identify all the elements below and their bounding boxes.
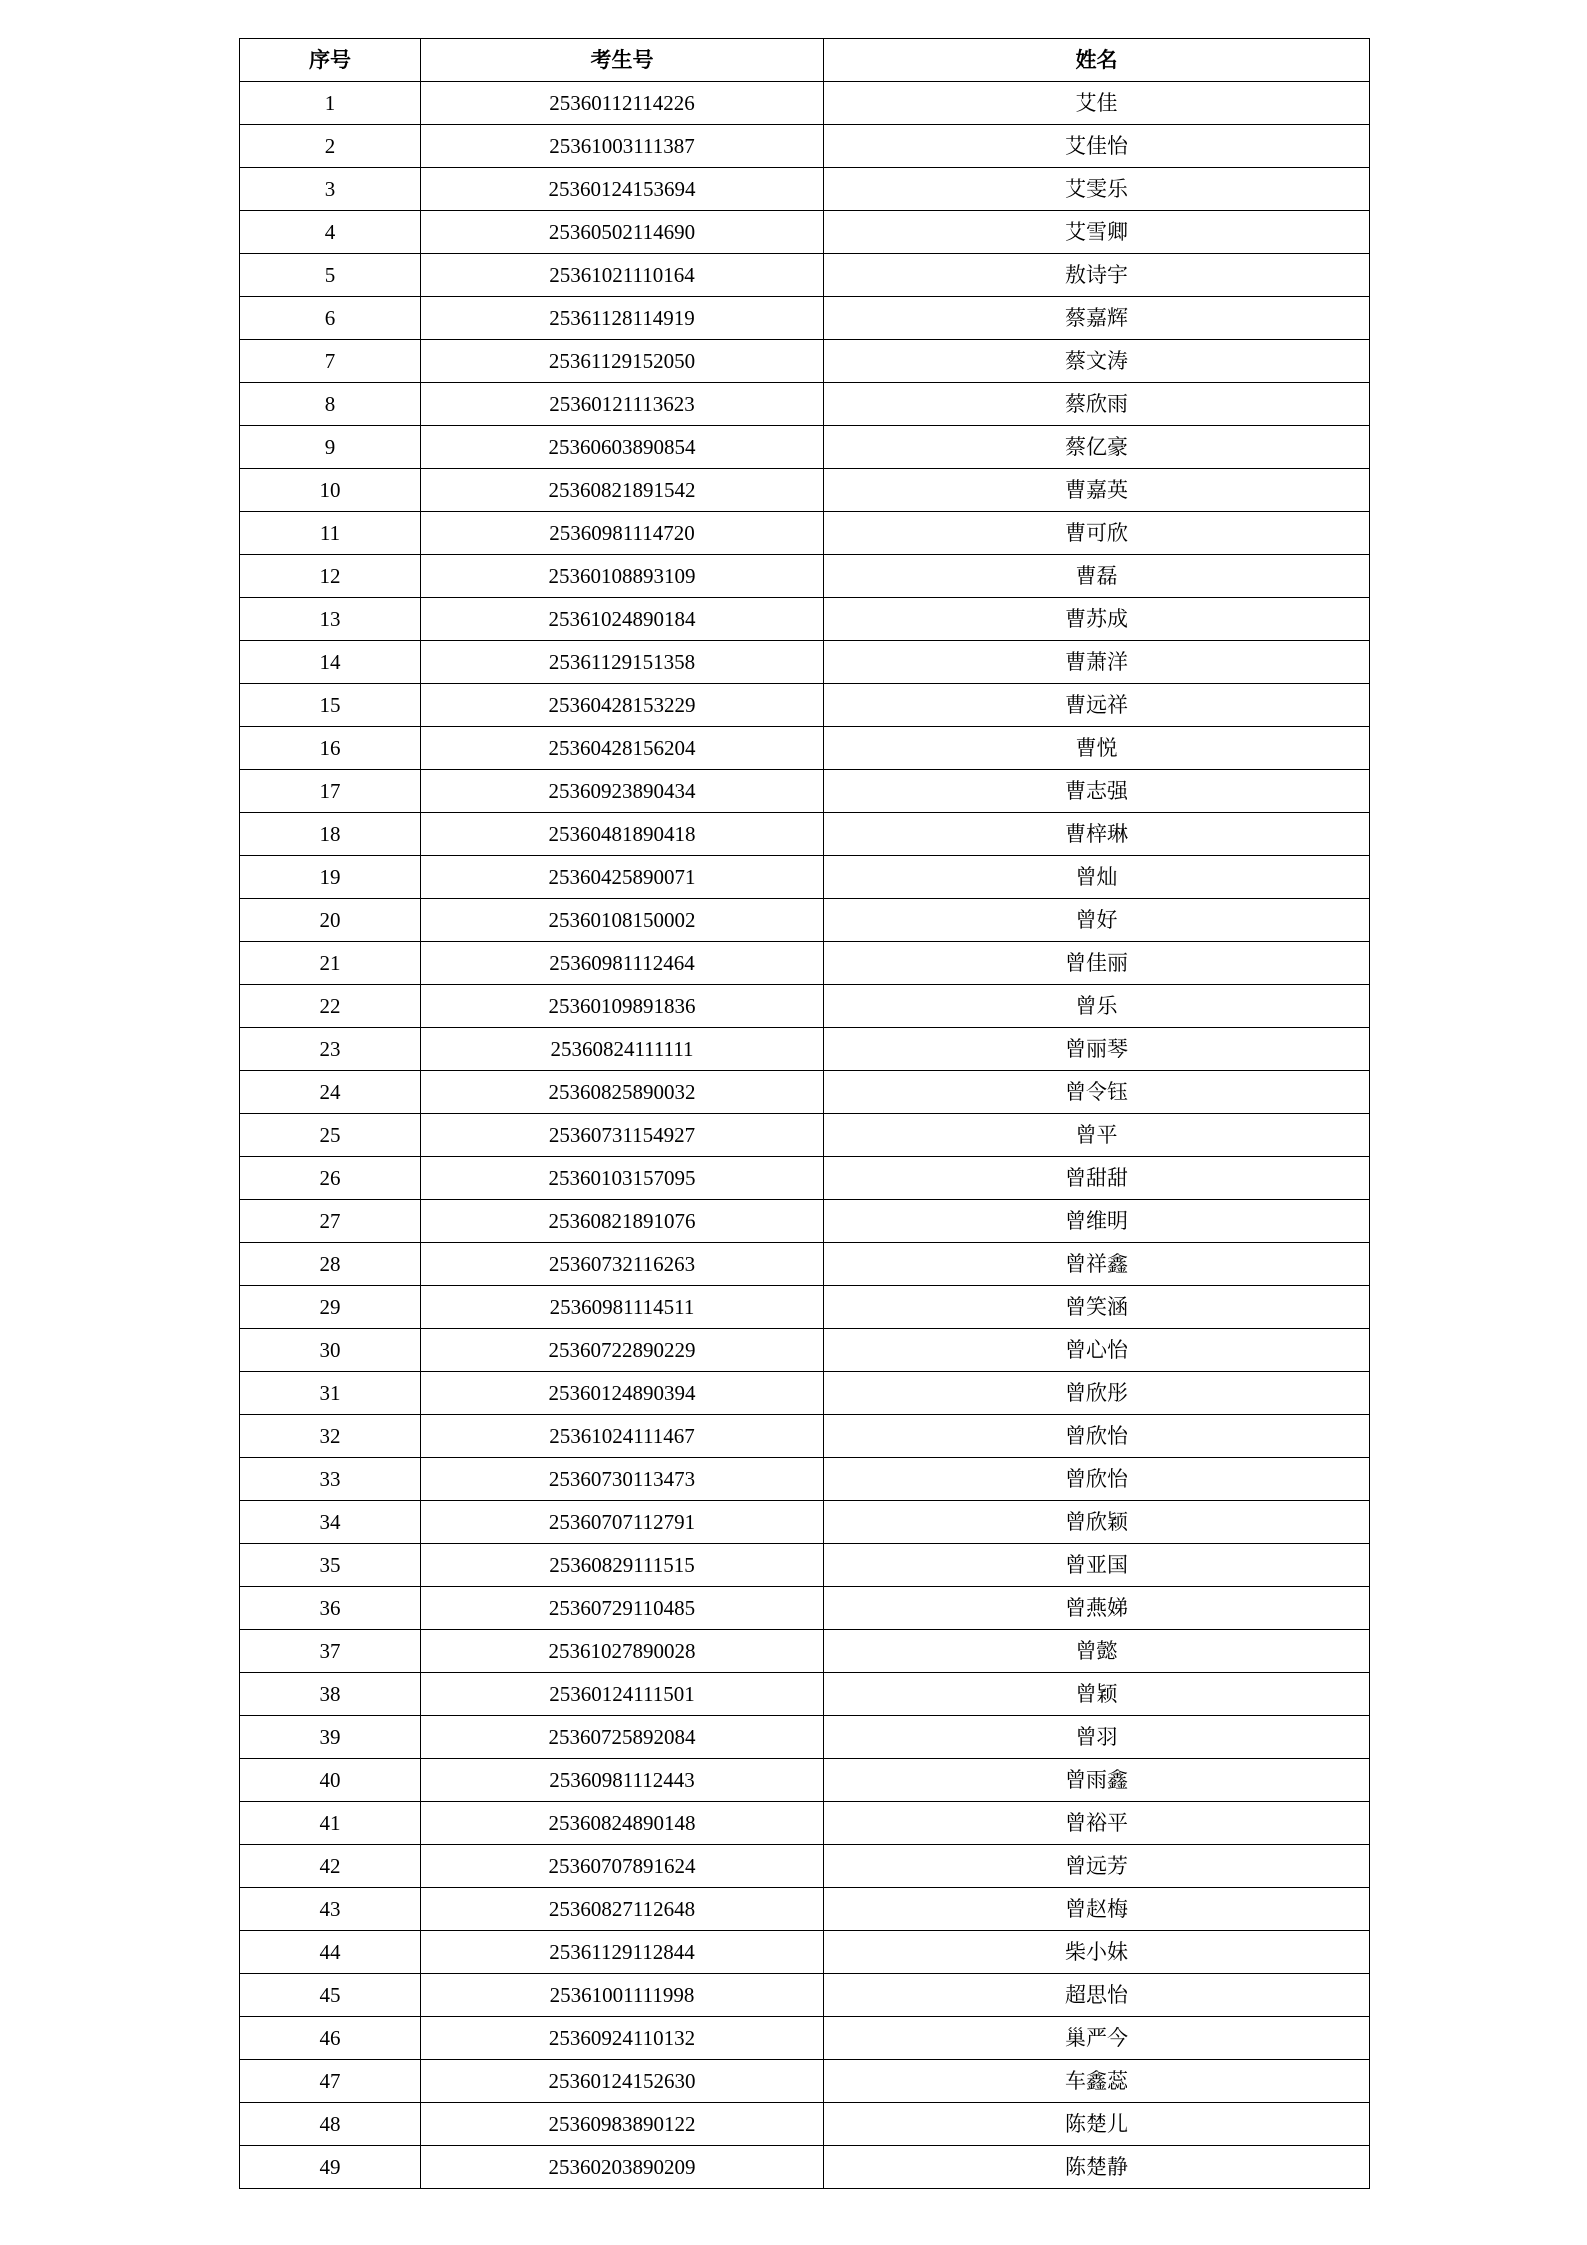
cell-index: 36 (240, 1587, 421, 1630)
cell-exam-id: 25360923890434 (421, 770, 824, 813)
cell-index: 19 (240, 856, 421, 899)
cell-index: 5 (240, 254, 421, 297)
table-row (240, 469, 1370, 512)
candidate-table (239, 38, 1370, 2189)
cell-name: 曾燕娣 (824, 1587, 1370, 1630)
cell-index: 43 (240, 1888, 421, 1931)
cell-name: 曹萧洋 (824, 641, 1370, 684)
cell-exam-id: 25360124153694 (421, 168, 824, 211)
cell-name: 蔡嘉辉 (824, 297, 1370, 340)
cell-exam-id: 25360731154927 (421, 1114, 824, 1157)
table-row (240, 1544, 1370, 1587)
table-row (240, 1587, 1370, 1630)
cell-exam-id: 25360425890071 (421, 856, 824, 899)
cell-index: 1 (240, 82, 421, 125)
table-row (240, 1157, 1370, 1200)
table-row (240, 2060, 1370, 2103)
cell-exam-id: 25360112114226 (421, 82, 824, 125)
cell-index: 30 (240, 1329, 421, 1372)
cell-exam-id: 25361027890028 (421, 1630, 824, 1673)
cell-exam-id: 25360981114720 (421, 512, 824, 555)
table-row (240, 1716, 1370, 1759)
cell-name: 曹可欣 (824, 512, 1370, 555)
cell-index: 6 (240, 297, 421, 340)
cell-index: 35 (240, 1544, 421, 1587)
table-row (240, 1888, 1370, 1931)
cell-index: 20 (240, 899, 421, 942)
table-row (240, 641, 1370, 684)
cell-name: 曹嘉英 (824, 469, 1370, 512)
cell-name: 陈楚儿 (824, 2103, 1370, 2146)
cell-name: 曾欣颖 (824, 1501, 1370, 1544)
cell-exam-id: 25360203890209 (421, 2146, 824, 2189)
table-row (240, 1458, 1370, 1501)
table-row (240, 1372, 1370, 1415)
table-row (240, 856, 1370, 899)
cell-index: 10 (240, 469, 421, 512)
table-row (240, 168, 1370, 211)
cell-exam-id: 25360121113623 (421, 383, 824, 426)
cell-index: 48 (240, 2103, 421, 2146)
cell-exam-id: 25360707112791 (421, 1501, 824, 1544)
cell-name: 曹悦 (824, 727, 1370, 770)
cell-name: 曾好 (824, 899, 1370, 942)
cell-exam-id: 25360730113473 (421, 1458, 824, 1501)
cell-index: 15 (240, 684, 421, 727)
cell-exam-id: 25360603890854 (421, 426, 824, 469)
cell-exam-id: 25360825890032 (421, 1071, 824, 1114)
table-row (240, 555, 1370, 598)
table-row (240, 512, 1370, 555)
cell-name: 曾颖 (824, 1673, 1370, 1716)
table-row (240, 813, 1370, 856)
cell-index: 23 (240, 1028, 421, 1071)
cell-name: 曾维明 (824, 1200, 1370, 1243)
cell-index: 16 (240, 727, 421, 770)
cell-name: 曾灿 (824, 856, 1370, 899)
cell-name: 曹志强 (824, 770, 1370, 813)
cell-index: 38 (240, 1673, 421, 1716)
cell-name: 曾亚国 (824, 1544, 1370, 1587)
cell-name: 蔡欣雨 (824, 383, 1370, 426)
cell-name: 柴小妹 (824, 1931, 1370, 1974)
cell-name: 敖诗宇 (824, 254, 1370, 297)
cell-name: 曾欣怡 (824, 1458, 1370, 1501)
cell-name: 艾雯乐 (824, 168, 1370, 211)
cell-exam-id: 25360428156204 (421, 727, 824, 770)
cell-index: 37 (240, 1630, 421, 1673)
cell-name: 曾欣怡 (824, 1415, 1370, 1458)
cell-name: 蔡亿豪 (824, 426, 1370, 469)
table-row (240, 82, 1370, 125)
cell-index: 39 (240, 1716, 421, 1759)
cell-name: 曾赵梅 (824, 1888, 1370, 1931)
cell-exam-id: 25360722890229 (421, 1329, 824, 1372)
table-row (240, 125, 1370, 168)
table-row (240, 1243, 1370, 1286)
cell-exam-id: 25360981112464 (421, 942, 824, 985)
cell-name: 曾佳丽 (824, 942, 1370, 985)
cell-name: 曾丽琴 (824, 1028, 1370, 1071)
cell-exam-id: 25361001111998 (421, 1974, 824, 2017)
cell-exam-id: 25360729110485 (421, 1587, 824, 1630)
table-body (240, 82, 1370, 2189)
table-row (240, 211, 1370, 254)
table-row (240, 899, 1370, 942)
table-row (240, 383, 1370, 426)
table-row (240, 942, 1370, 985)
table-row (240, 985, 1370, 1028)
cell-exam-id: 25360108150002 (421, 899, 824, 942)
cell-exam-id: 25360824890148 (421, 1802, 824, 1845)
table-row (240, 1200, 1370, 1243)
cell-index: 46 (240, 2017, 421, 2060)
cell-index: 28 (240, 1243, 421, 1286)
cell-exam-id: 25360827112648 (421, 1888, 824, 1931)
cell-exam-id: 25360109891836 (421, 985, 824, 1028)
table-row (240, 2146, 1370, 2189)
cell-exam-id: 25361129151358 (421, 641, 824, 684)
cell-exam-id: 25360829111515 (421, 1544, 824, 1587)
cell-index: 3 (240, 168, 421, 211)
table-row (240, 1802, 1370, 1845)
cell-name: 曾甜甜 (824, 1157, 1370, 1200)
cell-name: 曾雨鑫 (824, 1759, 1370, 1802)
table-row (240, 1329, 1370, 1372)
cell-exam-id: 25360481890418 (421, 813, 824, 856)
cell-index: 41 (240, 1802, 421, 1845)
cell-name: 陈楚静 (824, 2146, 1370, 2189)
table-row (240, 1501, 1370, 1544)
cell-exam-id: 25360707891624 (421, 1845, 824, 1888)
table-row (240, 1974, 1370, 2017)
table-row (240, 1071, 1370, 1114)
cell-index: 29 (240, 1286, 421, 1329)
cell-index: 27 (240, 1200, 421, 1243)
table-row (240, 1759, 1370, 1802)
cell-name: 曾裕平 (824, 1802, 1370, 1845)
cell-index: 49 (240, 2146, 421, 2189)
cell-exam-id: 25360983890122 (421, 2103, 824, 2146)
cell-exam-id: 25361021110164 (421, 254, 824, 297)
cell-index: 21 (240, 942, 421, 985)
table-row (240, 770, 1370, 813)
table-row (240, 684, 1370, 727)
cell-exam-id: 25360124152630 (421, 2060, 824, 2103)
cell-exam-id: 25360108893109 (421, 555, 824, 598)
cell-name: 曾羽 (824, 1716, 1370, 1759)
cell-index: 47 (240, 2060, 421, 2103)
cell-exam-id: 25361129112844 (421, 1931, 824, 1974)
table-row (240, 2017, 1370, 2060)
cell-name: 曾令钰 (824, 1071, 1370, 1114)
cell-index: 8 (240, 383, 421, 426)
table-row (240, 1673, 1370, 1716)
cell-index: 7 (240, 340, 421, 383)
cell-name: 曾祥鑫 (824, 1243, 1370, 1286)
table-row (240, 1931, 1370, 1974)
cell-index: 31 (240, 1372, 421, 1415)
cell-index: 26 (240, 1157, 421, 1200)
table-row (240, 297, 1370, 340)
table-row (240, 1630, 1370, 1673)
cell-index: 17 (240, 770, 421, 813)
table-row (240, 598, 1370, 641)
cell-index: 22 (240, 985, 421, 1028)
cell-exam-id: 25360124890394 (421, 1372, 824, 1415)
cell-exam-id: 25361003111387 (421, 125, 824, 168)
cell-name: 曾笑涵 (824, 1286, 1370, 1329)
cell-exam-id: 25360103157095 (421, 1157, 824, 1200)
table-row (240, 727, 1370, 770)
cell-exam-id: 25360981112443 (421, 1759, 824, 1802)
cell-exam-id: 25360124111501 (421, 1673, 824, 1716)
cell-index: 4 (240, 211, 421, 254)
cell-name: 曾懿 (824, 1630, 1370, 1673)
table-row (240, 1845, 1370, 1888)
cell-exam-id: 25361024111467 (421, 1415, 824, 1458)
cell-name: 曾欣彤 (824, 1372, 1370, 1415)
cell-index: 9 (240, 426, 421, 469)
table-row (240, 426, 1370, 469)
cell-index: 13 (240, 598, 421, 641)
cell-name: 曾心怡 (824, 1329, 1370, 1372)
cell-exam-id: 25361128114919 (421, 297, 824, 340)
cell-name: 曹梓琳 (824, 813, 1370, 856)
cell-name: 曹远祥 (824, 684, 1370, 727)
cell-index: 12 (240, 555, 421, 598)
table-row (240, 2103, 1370, 2146)
cell-index: 45 (240, 1974, 421, 2017)
cell-index: 34 (240, 1501, 421, 1544)
cell-name: 超思怡 (824, 1974, 1370, 2017)
cell-exam-id: 25361024890184 (421, 598, 824, 641)
table-row (240, 1114, 1370, 1157)
cell-name: 车鑫蕊 (824, 2060, 1370, 2103)
cell-exam-id: 25360821891076 (421, 1200, 824, 1243)
cell-name: 曾平 (824, 1114, 1370, 1157)
cell-exam-id: 25360732116263 (421, 1243, 824, 1286)
cell-name: 曹磊 (824, 555, 1370, 598)
cell-exam-id: 25360924110132 (421, 2017, 824, 2060)
cell-name: 巢严今 (824, 2017, 1370, 2060)
cell-exam-id: 25360821891542 (421, 469, 824, 512)
table-header-row (240, 39, 1370, 82)
header-name: 姓名 (824, 39, 1370, 82)
cell-name: 曾乐 (824, 985, 1370, 1028)
header-index: 序号 (240, 39, 421, 82)
header-exam-id: 考生号 (421, 39, 824, 82)
cell-index: 14 (240, 641, 421, 684)
cell-exam-id: 25360981114511 (421, 1286, 824, 1329)
cell-exam-id: 25361129152050 (421, 340, 824, 383)
cell-name: 蔡文涛 (824, 340, 1370, 383)
cell-exam-id: 25360428153229 (421, 684, 824, 727)
cell-index: 25 (240, 1114, 421, 1157)
table-row (240, 1286, 1370, 1329)
cell-name: 艾佳怡 (824, 125, 1370, 168)
cell-index: 24 (240, 1071, 421, 1114)
cell-name: 艾佳 (824, 82, 1370, 125)
table-row (240, 254, 1370, 297)
table-row (240, 340, 1370, 383)
cell-index: 32 (240, 1415, 421, 1458)
cell-index: 42 (240, 1845, 421, 1888)
cell-name: 曾远芳 (824, 1845, 1370, 1888)
cell-index: 33 (240, 1458, 421, 1501)
cell-name: 曹苏成 (824, 598, 1370, 641)
cell-exam-id: 25360824111111 (421, 1028, 824, 1071)
cell-index: 18 (240, 813, 421, 856)
cell-index: 40 (240, 1759, 421, 1802)
cell-exam-id: 25360725892084 (421, 1716, 824, 1759)
cell-name: 艾雪卿 (824, 211, 1370, 254)
cell-exam-id: 25360502114690 (421, 211, 824, 254)
cell-index: 44 (240, 1931, 421, 1974)
table-row (240, 1028, 1370, 1071)
cell-index: 2 (240, 125, 421, 168)
cell-index: 11 (240, 512, 421, 555)
table-row (240, 1415, 1370, 1458)
